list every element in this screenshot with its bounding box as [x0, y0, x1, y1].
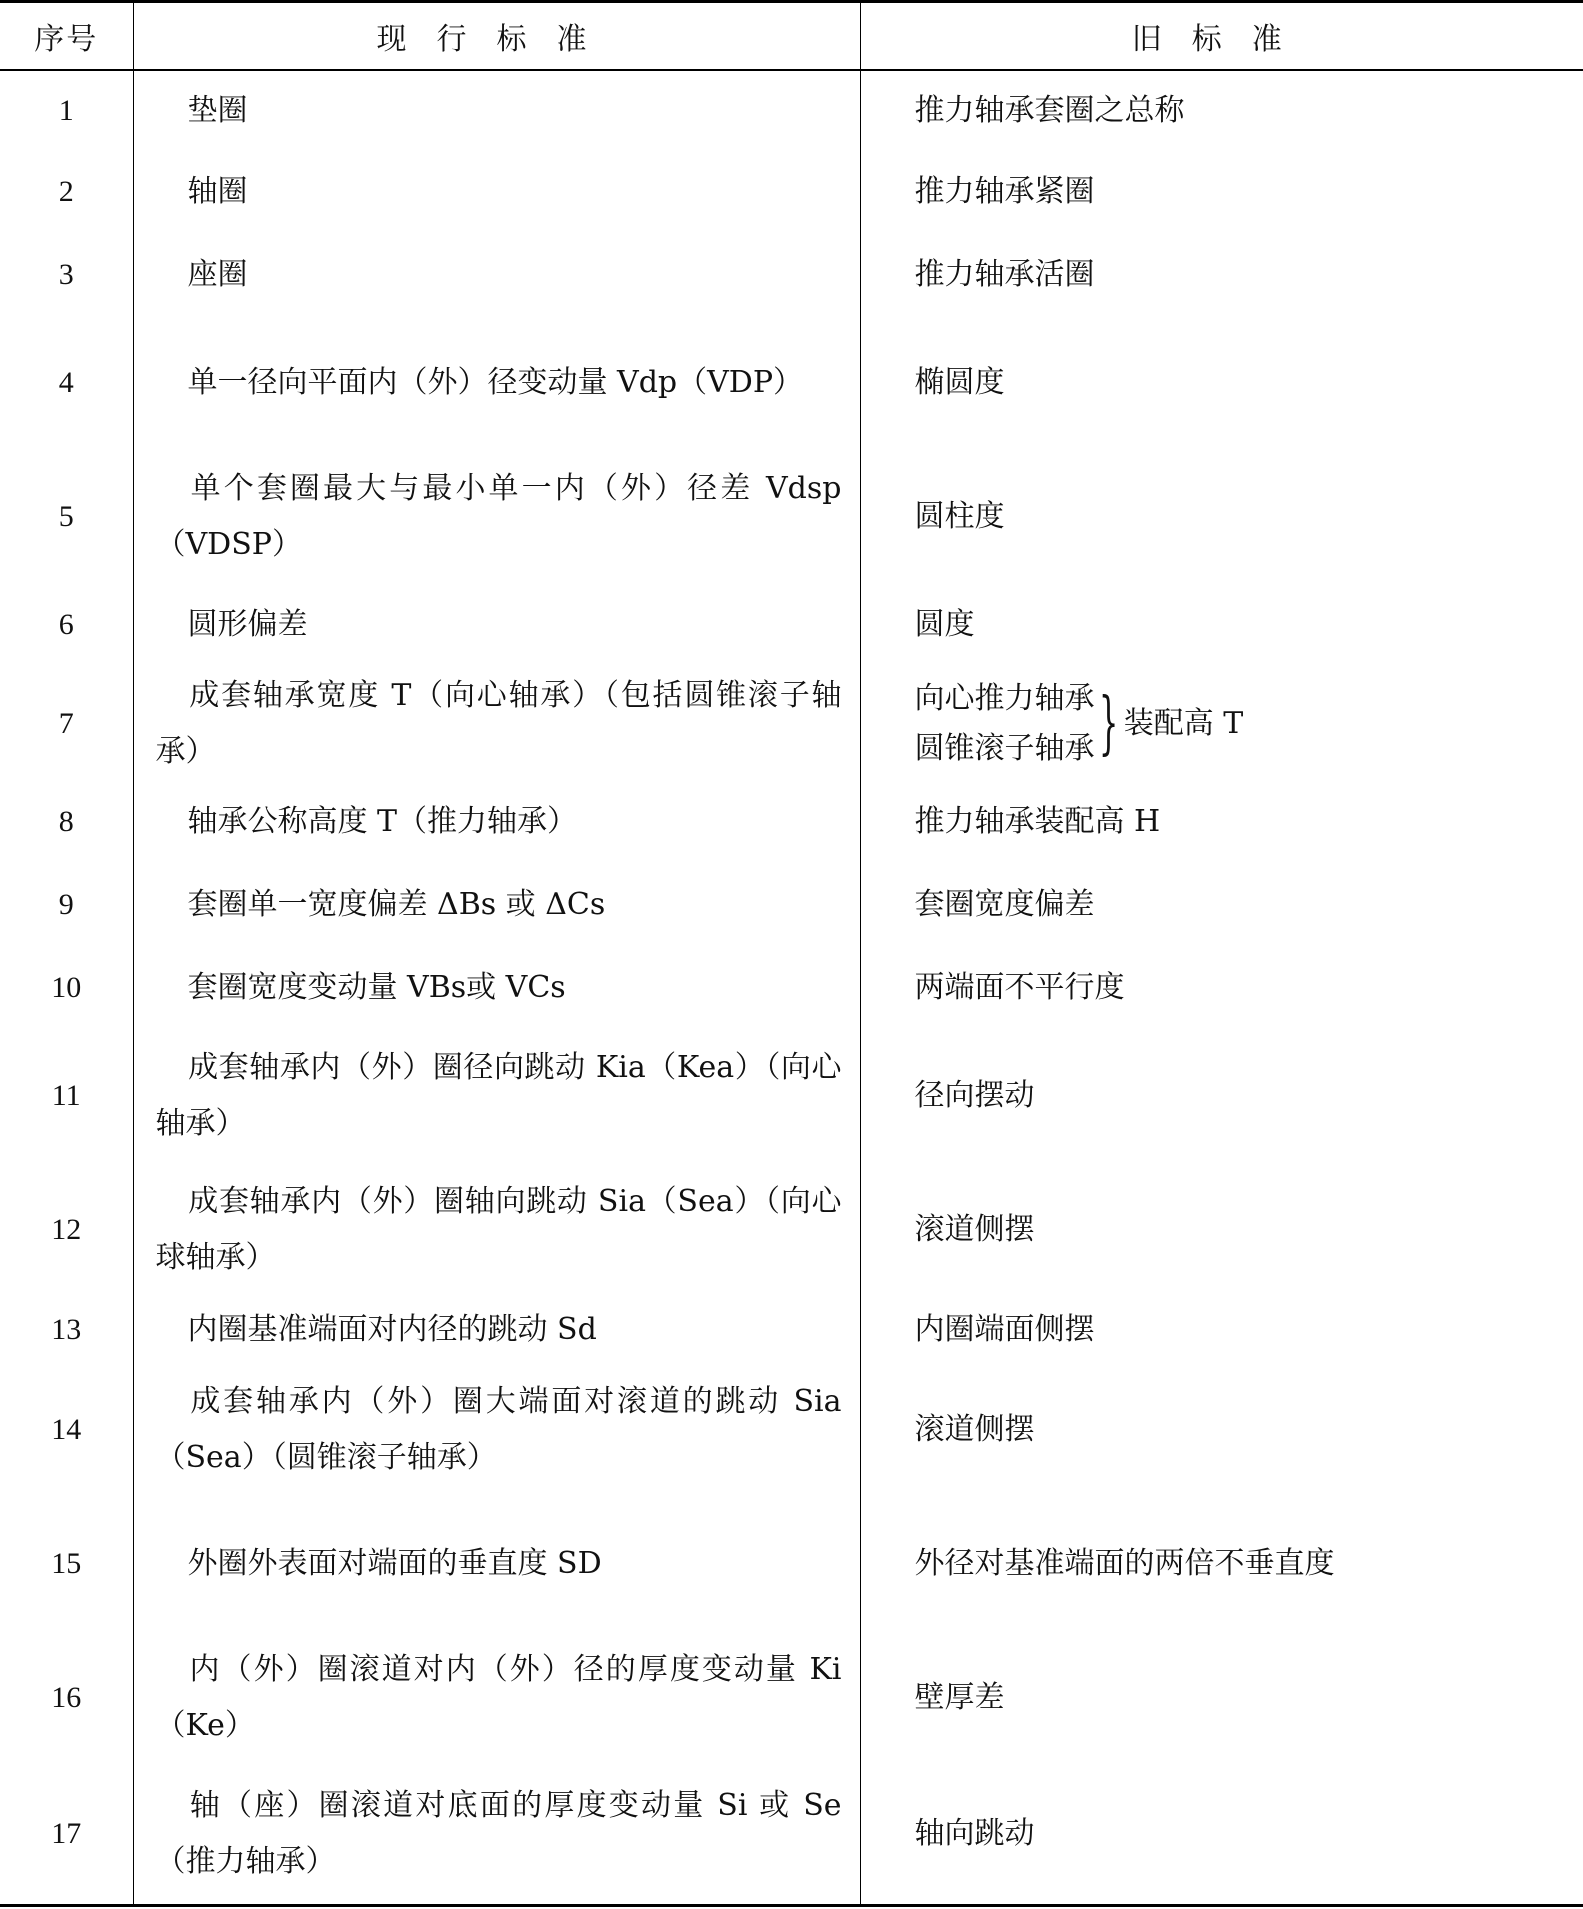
- current-term: 轴（座）圈滚道对底面的厚度变动量 Si 或 Se（推力轴承）: [133, 1765, 860, 1906]
- current-term: 内（外）圈滚道对内（外）径的厚度变动量 Ki（Ke）: [133, 1631, 860, 1765]
- table-row: [0, 584, 1583, 667]
- table-row: [0, 70, 1583, 151]
- old-term: 滚道侧摆: [860, 1364, 1583, 1498]
- table-row: [0, 317, 1583, 451]
- row-num: 1: [58, 93, 74, 127]
- old-term: 外径对基准端面的两倍不垂直度: [860, 1497, 1583, 1631]
- row-num: 7: [58, 706, 74, 740]
- old-term: 滚道侧摆: [860, 1163, 1583, 1297]
- row-num: 16: [51, 1680, 82, 1714]
- header-num: 序号: [0, 2, 133, 70]
- table-row: [0, 946, 1583, 1029]
- current-term: 外圈外表面对端面的垂直度 SD: [133, 1497, 860, 1631]
- old-term: 椭圆度: [860, 317, 1583, 451]
- old-term: 圆度: [860, 584, 1583, 667]
- old-term: 推力轴承装配高 H: [860, 780, 1583, 863]
- header-row: [0, 2, 1583, 70]
- current-term: 套圈单一宽度偏差 ΔBs 或 ΔCs: [133, 863, 860, 946]
- table-row: [0, 1631, 1583, 1765]
- current-term: 轴承公称高度 T（推力轴承）: [133, 780, 860, 863]
- right-brace-icon: }: [1098, 683, 1118, 763]
- old-term: 圆柱度: [860, 450, 1583, 584]
- current-term: 内圈基准端面对内径的跳动 Sd: [133, 1297, 860, 1364]
- row-num: 10: [51, 970, 82, 1004]
- row-num: 17: [0, 1765, 133, 1906]
- row-num: 12: [51, 1212, 82, 1246]
- old-term: 轴向跳动: [860, 1765, 1583, 1906]
- row-num: 6: [58, 608, 74, 642]
- current-term: 单个套圈最大与最小单一内（外）径差 Vdsp（VDSP）: [133, 450, 860, 584]
- row-num: 3: [58, 258, 74, 292]
- table-row: [0, 780, 1583, 863]
- old-term: 壁厚差: [860, 1631, 1583, 1765]
- table-row: [0, 234, 1583, 317]
- row-num: 15: [51, 1547, 82, 1581]
- old-term: 套圈宽度偏差: [860, 863, 1583, 946]
- table-row: [0, 450, 1583, 584]
- current-term: 垫圈: [133, 70, 860, 151]
- header-current-standard: 现行标准: [133, 2, 860, 70]
- row-num: 13: [51, 1313, 82, 1347]
- old-term: 内圈端面侧摆: [860, 1297, 1583, 1364]
- old-term: 推力轴承活圈: [860, 234, 1583, 317]
- table-row: [0, 151, 1583, 234]
- old-term-line: 向心推力轴承: [914, 680, 1095, 716]
- row-num: 5: [58, 500, 74, 534]
- current-term: 套圈宽度变动量 VBs或 VCs: [133, 946, 860, 1029]
- current-term: 轴圈: [133, 151, 860, 234]
- table-row: [0, 1364, 1583, 1498]
- table-row: [0, 863, 1583, 946]
- old-term: 径向摆动: [860, 1029, 1583, 1163]
- table-row: [0, 1297, 1583, 1364]
- current-term: 成套轴承内（外）圈大端面对滚道的跳动 Sia（Sea）（圆锥滚子轴承）: [133, 1364, 860, 1498]
- table-row: [0, 667, 1583, 780]
- row-num: 4: [58, 366, 74, 400]
- old-term-suffix: 装配高 T: [1123, 705, 1244, 741]
- current-term: 座圈: [133, 234, 860, 317]
- old-term: 推力轴承套圈之总称: [860, 70, 1583, 151]
- current-term: 圆形偏差: [133, 584, 860, 667]
- old-term: 两端面不平行度: [860, 946, 1583, 1029]
- row-num: 9: [58, 887, 74, 921]
- current-term: 单一径向平面内（外）径变动量 Vdp（VDP）: [133, 317, 860, 451]
- row-num: 11: [51, 1079, 81, 1113]
- table-row: [0, 1163, 1583, 1297]
- old-term-line: 圆锥滚子轴承: [914, 730, 1095, 766]
- table-row: [0, 1497, 1583, 1631]
- header-old-standard: 旧标准: [860, 2, 1583, 70]
- table-row: [0, 1029, 1583, 1163]
- row-num: 8: [58, 804, 74, 838]
- row-num: 14: [51, 1413, 82, 1447]
- old-term: [860, 667, 1583, 780]
- table-row: [0, 1765, 1583, 1906]
- old-term: 推力轴承紧圈: [860, 151, 1583, 234]
- current-term: 成套轴承宽度 T（向心轴承）（包括圆锥滚子轴承）: [133, 667, 860, 780]
- current-term: 成套轴承内（外）圈轴向跳动 Sia（Sea）（向心球轴承）: [133, 1163, 860, 1297]
- row-num: 2: [58, 175, 74, 209]
- current-term: 成套轴承内（外）圈径向跳动 Kia（Kea）（向心轴承）: [133, 1029, 860, 1163]
